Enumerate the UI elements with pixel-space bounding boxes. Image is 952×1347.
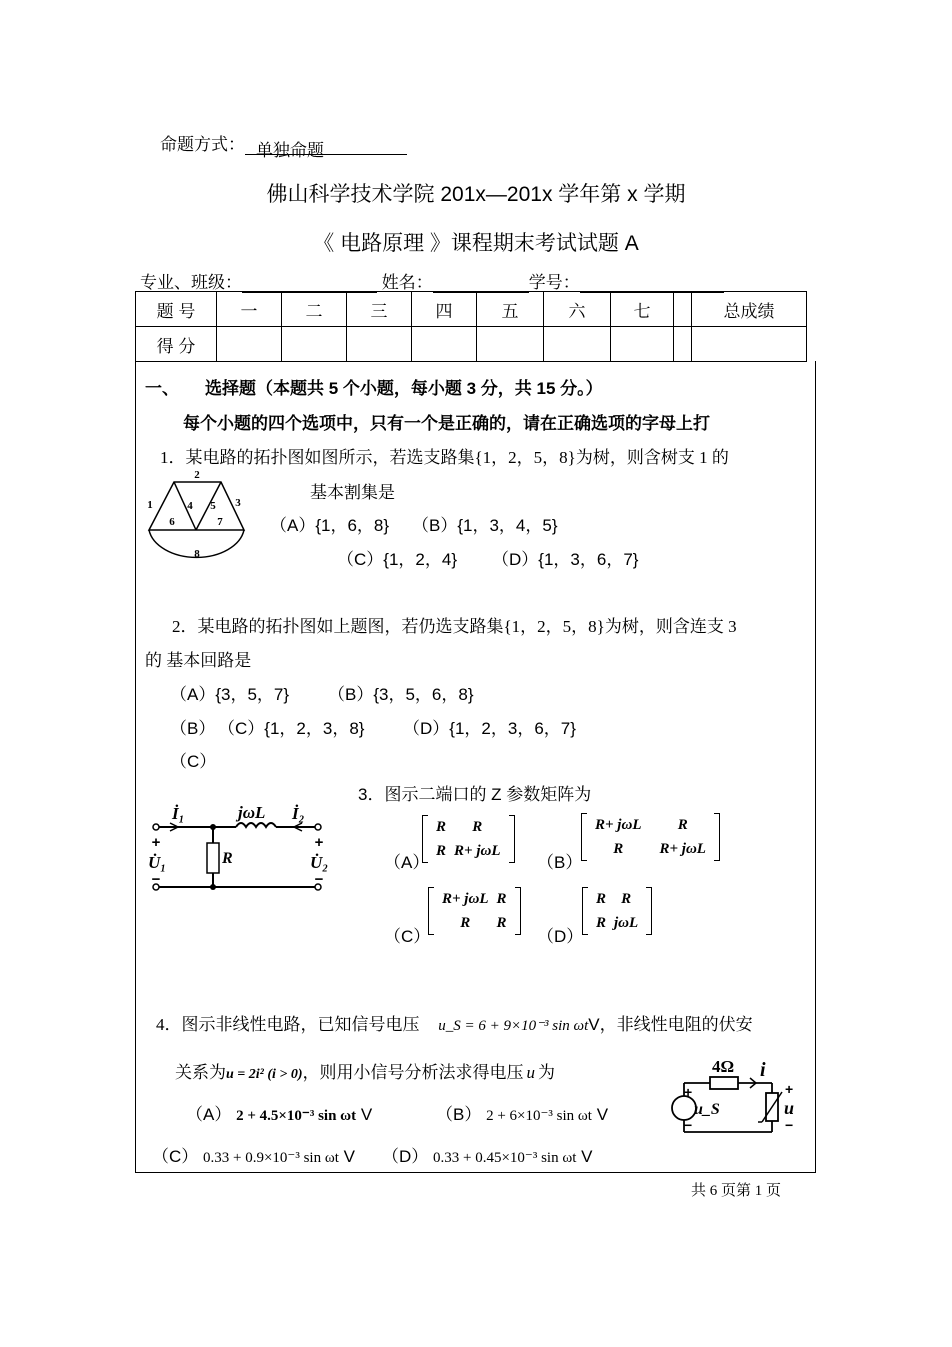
q2-stem-cont: 的 基本回路是 (145, 651, 252, 670)
matrix-entry: R+ jωL (595, 816, 642, 833)
matrix-entry: R (472, 818, 483, 835)
option-label: （D） (382, 1147, 429, 1166)
node-dot (210, 824, 216, 830)
school-title: 佛山科学技术学院 201x—201x 学年第 x 学期 (266, 183, 686, 206)
minus-sign: − (684, 1117, 693, 1133)
option-label: （C） (152, 1147, 199, 1166)
score-cell[interactable] (282, 327, 347, 362)
table-cell: 一 (217, 292, 282, 327)
q3-option-d-matrix[interactable] (582, 887, 652, 935)
table-row (136, 327, 807, 362)
table-cell: 得 分 (136, 327, 217, 362)
q4-u-symbol: u (526, 1063, 536, 1082)
label-us: u_S (694, 1101, 720, 1118)
score-cell[interactable] (692, 327, 807, 362)
page-number: 共 6 页第 1 页 (691, 1183, 782, 1199)
q2-option-a[interactable]: （A）{3，5，7} (170, 685, 290, 704)
matrix-entry: R (613, 840, 624, 857)
score-cell[interactable] (412, 327, 477, 362)
plus-sign: + (151, 834, 161, 851)
option-unit: V (360, 1105, 373, 1124)
label-i1: İ₁ (172, 804, 185, 823)
section-heading (145, 374, 603, 399)
matrix-entry: R (496, 914, 507, 931)
matrix-entry: R (621, 890, 632, 907)
student-info-line (140, 268, 724, 293)
score-cell[interactable] (347, 327, 412, 362)
q2-stem: 2．某电路的拓扑图如上题图，若仍选支路集{1，2，5，8}为树，则含连支 3 (172, 617, 737, 636)
minus-sign: − (785, 1117, 794, 1133)
exam-mode-value: 单独命题 (245, 136, 407, 155)
q3-option-d-label[interactable]: （D） (537, 927, 584, 946)
graph-outer-edges (149, 482, 244, 530)
matrix-entry: R (460, 914, 471, 931)
id-label: 学号： (528, 273, 580, 292)
label-u1: U̇₁ (148, 853, 167, 872)
q4-stem-part: V，非线性电阻的伏安 (588, 1015, 753, 1034)
q4-nonlinear-circuit (664, 1056, 804, 1138)
name-label: 姓名： (381, 273, 433, 292)
q1-stem-cont: 基本割集是 (310, 483, 395, 502)
q1-option-a[interactable]: （A）{1，6，8} (270, 516, 390, 535)
q3-option-b-matrix[interactable] (581, 813, 720, 861)
section-number: 一、 (145, 379, 179, 398)
q2-option-c[interactable]: （C）{1，2，3，8} (218, 719, 365, 738)
table-cell: 题 号 (136, 292, 217, 327)
terminal-dot (315, 824, 321, 830)
score-table (135, 291, 807, 362)
table-cell: 三 (347, 292, 412, 327)
option-unit: V (581, 1147, 593, 1166)
table-cell: 总成绩 (692, 292, 807, 327)
score-cell[interactable] (217, 327, 282, 362)
option-formula: 2 + 6×10⁻³ sin ωt (486, 1108, 592, 1124)
q2-option-b[interactable]: （B）{3，5，6，8} (328, 685, 474, 704)
table-cell: 四 (412, 292, 477, 327)
graph-label: 4 (187, 500, 193, 512)
label-u: u (784, 1098, 795, 1118)
option-formula: 2 + 4.5×10⁻³ sin ωt (236, 1108, 357, 1124)
graph-label: 3 (235, 497, 241, 509)
q1-option-b[interactable]: （B）{1，3，4，5} (412, 516, 558, 535)
graph-label: 8 (194, 548, 200, 560)
node-dot (210, 884, 216, 890)
section-instruction: 每个小题的四个选项中，只有一个是正确的，请在正确选项的字母上打 (183, 414, 710, 433)
terminal-dot (153, 824, 159, 830)
q4-us-formula: u_S = 6 + 9×10⁻³ sin ωt (438, 1018, 589, 1034)
q2-trailing: （C） (170, 752, 217, 771)
q4-option-d[interactable] (382, 1142, 592, 1167)
score-cell[interactable] (477, 327, 544, 362)
score-cell[interactable] (544, 327, 611, 362)
table-cell: 六 (544, 292, 611, 327)
minus-sign: − (151, 871, 161, 888)
matrix-entry: R (596, 914, 607, 931)
table-cell: 七 (611, 292, 674, 327)
matrix-entry: R+ jωL (659, 840, 706, 857)
q3-option-a-label[interactable]: （A） (384, 853, 430, 872)
label-r: R (222, 850, 233, 867)
q4-iv-formula: u = 2i² (i > 0) (226, 1067, 303, 1082)
table-cell: 五 (477, 292, 544, 327)
graph-label: 7 (217, 516, 223, 528)
q3-option-a-matrix[interactable] (422, 815, 515, 863)
option-unit: V (596, 1105, 609, 1124)
q4-option-c[interactable] (152, 1142, 355, 1167)
plus-sign: + (684, 1084, 693, 1100)
q4-stem-part: 4．图示非线性电路，已知信号电压 (156, 1015, 420, 1034)
label-i: i (760, 1059, 766, 1081)
minus-sign: − (314, 871, 324, 888)
q1-option-d[interactable]: （D）{1，3，6，7} (492, 550, 639, 569)
matrix-entry: R+ jωL (454, 842, 501, 859)
inductor-coil (236, 823, 276, 827)
matrix-entry: R+ jωL (442, 890, 489, 907)
resistor-body (207, 843, 219, 873)
graph-label: 2 (194, 469, 200, 481)
label-jwl: jωL (238, 803, 266, 822)
plus-sign: + (785, 1081, 794, 1097)
exam-mode-label: 命题方式： (160, 135, 245, 154)
q4-stem-part: ，则用小信号分析法求得电压 (302, 1063, 524, 1082)
graph-label: 6 (169, 516, 175, 528)
nonlinear-mark (762, 1092, 782, 1122)
plus-sign: + (314, 834, 324, 851)
q2-line3-prefix: （B） (170, 719, 216, 738)
major-label: 专业、班级： (140, 273, 242, 292)
course-title: 《 电路原理 》课程期末考试试题 A (313, 232, 639, 255)
q2-option-d[interactable]: （D）{1，2，3，6，7} (403, 719, 576, 738)
section-title: 选择题（本题共 5 个小题，每小题 3 分，共 15 分。） (205, 379, 603, 398)
q3-option-c-label[interactable]: （C） (384, 927, 431, 946)
q4-stem-line2 (175, 1058, 555, 1083)
q1-topology-graph (146, 466, 248, 564)
q3-option-c-matrix[interactable] (428, 887, 521, 935)
exam-mode (160, 130, 407, 160)
score-cell[interactable] (674, 327, 692, 362)
graph-label: 1 (147, 499, 153, 511)
q1-option-c[interactable]: （C）{1，2，4} (337, 550, 457, 569)
table-cell (674, 292, 692, 327)
matrix-entry: R (496, 890, 507, 907)
option-label: （B） (436, 1105, 482, 1124)
q1-stem: 1．某电路的拓扑图如图所示，若选支路集{1，2，5，8}为树，则含树支 1 的 (160, 448, 729, 467)
label-4ohm: 4Ω (712, 1057, 735, 1076)
q4-option-a[interactable] (186, 1100, 372, 1125)
option-formula: 0.33 + 0.9×10⁻³ sin ωt (203, 1150, 339, 1166)
q3-option-b-label[interactable]: （B） (537, 853, 583, 872)
q4-stem-line1 (156, 1010, 753, 1035)
resistor-4ohm (710, 1077, 738, 1089)
option-formula: 0.33 + 0.45×10⁻³ sin ωt (433, 1150, 577, 1166)
matrix-entry: jωL (614, 914, 639, 931)
q4-stem-part: 为 (538, 1063, 556, 1082)
label-i2: İ₂ (292, 804, 305, 823)
table-row (136, 292, 807, 327)
matrix-entry: R (436, 842, 447, 859)
score-cell[interactable] (611, 327, 674, 362)
q3-two-port-circuit (142, 796, 336, 898)
option-unit: V (343, 1147, 355, 1166)
label-u2: U̇₂ (310, 853, 329, 872)
graph-label: 5 (210, 500, 216, 512)
matrix-entry: R (596, 890, 607, 907)
matrix-entry: R (677, 816, 688, 833)
q4-option-b[interactable] (436, 1100, 608, 1125)
q3-stem: 3．图示二端口的 Z 参数矩阵为 (358, 785, 592, 804)
q4-stem-part: 关系为 (175, 1063, 226, 1082)
option-label: （A） (186, 1105, 232, 1124)
matrix-entry: R (436, 818, 447, 835)
table-cell: 二 (282, 292, 347, 327)
